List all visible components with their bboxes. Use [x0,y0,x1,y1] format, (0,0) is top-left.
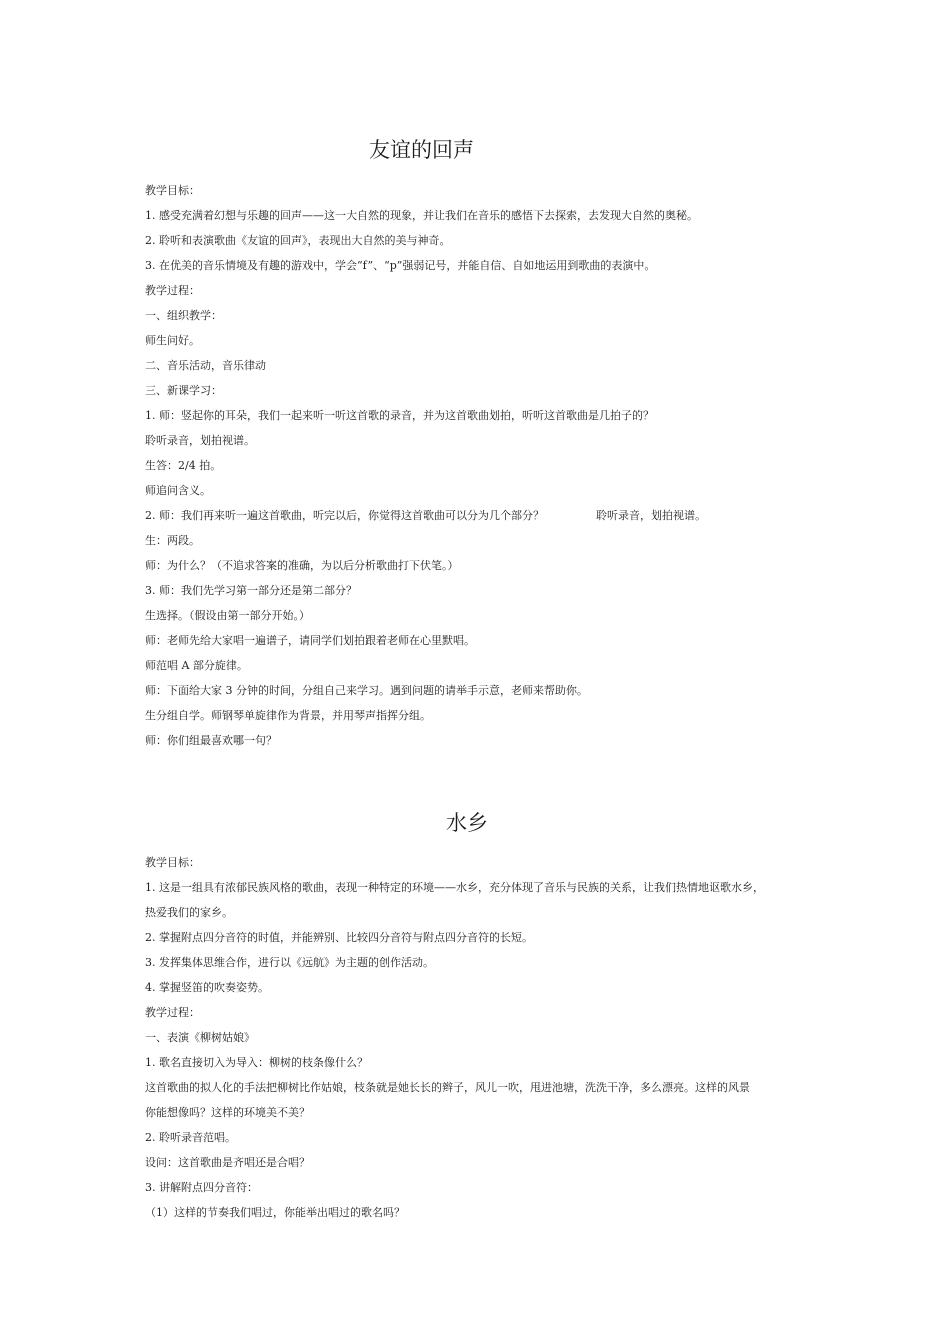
text-line: 3. 师：我们先学习第一部分还是第二部分？ [145,584,357,597]
text-line: 生：两段。 [145,534,200,547]
text-line: 3. 在优美的音乐情境及有趣的游戏中，学会“f”、“p”强弱记号，并能自信、自如地运用到歌曲的表演中。 [145,259,656,272]
text-line: 师：下面给大家 3 分钟的时间，分组自己来学习。遇到问题的请举手示意，老师来帮助你。 [145,684,588,697]
text-line: 二、音乐活动，音乐律动 [145,359,266,372]
text-line: 1. 歌名直接切入为导入：柳树的枝条像什么？ [145,1056,368,1069]
text-line: 生答：2/4 拍。 [145,459,222,472]
text-line: 教学目标： [145,184,200,197]
section-body-friendship-echo [145,178,825,753]
text-line: 3. 发挥集体思维合作，进行以《远航》为主题的创作活动。 [145,956,434,969]
text-line: 1. 感受充满着幻想与乐趣的回声——这一大自然的现象，并让我们在音乐的感悟下去探索，去发现大自然的奥秘。 [145,209,698,222]
section-body-water-town [145,850,825,1225]
text-line: 师：为什么？（不追求答案的准确，为以后分析歌曲打下伏笔。） [145,559,459,572]
text-line: 1. 这是一组具有浓郁民族风格的歌曲，表现一种特定的环境——水乡，充分体现了音乐与民族的关系，让我们热情地讴歌水乡， [145,881,764,894]
text-line: 2. 聆听录音范唱。 [145,1131,236,1144]
text-segment: 聆听录音，划拍视谱。 [596,509,706,522]
text-line: 师追问含义。 [145,484,211,497]
text-line: 4. 掌握竖笛的吹奏姿势。 [145,981,269,994]
text-line: 2. 聆听和表演歌曲《友谊的回声》，表现出大自然的美与神奇。 [145,234,451,247]
text-line: 3. 讲解附点四分音符： [145,1181,258,1194]
text-line: 聆听录音，划拍视谱。 [145,434,255,447]
text-line: 生分组自学。师钢琴单旋律作为背景，并用琴声指挥分组。 [145,709,431,722]
text-line: 师生问好。 [145,334,200,347]
text-line: 一、表演《柳树姑娘》 [145,1031,255,1044]
text-line: 热爱我们的家乡。 [145,906,233,919]
text-line: 教学过程： [145,1006,200,1019]
text-segment: 2. 师：我们再来听一遍这首歌曲，听完以后，你觉得这首歌曲可以分为几个部分？ [145,509,544,522]
text-line: 设问：这首歌曲是齐唱还是合唱？ [145,1156,310,1169]
text-line: （1）这样的节奏我们唱过，你能举出唱过的歌名吗？ [145,1206,405,1219]
text-line: 你能想像吗？这样的环境美不美？ [145,1106,310,1119]
text-line [145,503,825,528]
text-line: 生选择。（假设由第一部分开始。） [145,609,310,622]
text-line: 2. 掌握附点四分音符的时值，并能辨别、比较四分音符与附点四分音符的长短。 [145,931,533,944]
text-line: 教学目标： [145,856,200,869]
text-line: 师：你们组最喜欢哪一句？ [145,734,277,747]
text-line: 一、组织教学： [145,309,222,322]
section-title-water-town: 水乡 [446,811,488,835]
text-line: 三、新课学习： [145,384,222,397]
section-title-friendship-echo: 友谊的回声 [369,138,474,162]
text-line: 师范唱 A 部分旋律。 [145,659,248,672]
text-line: 1. 师：竖起你的耳朵，我们一起来听一听这首歌的录音，并为这首歌曲划拍，听听这首歌曲是几拍子的？ [145,409,654,422]
text-line: 教学过程： [145,284,200,297]
text-line: 这首歌曲的拟人化的手法把柳树比作姑娘，枝条就是她长长的辫子，风儿一吹，甩进池塘，洗洗干净，多么漂亮。这样的风景 [145,1081,750,1094]
text-line: 师：老师先给大家唱一遍谱子，请同学们划拍跟着老师在心里默唱。 [145,634,475,647]
